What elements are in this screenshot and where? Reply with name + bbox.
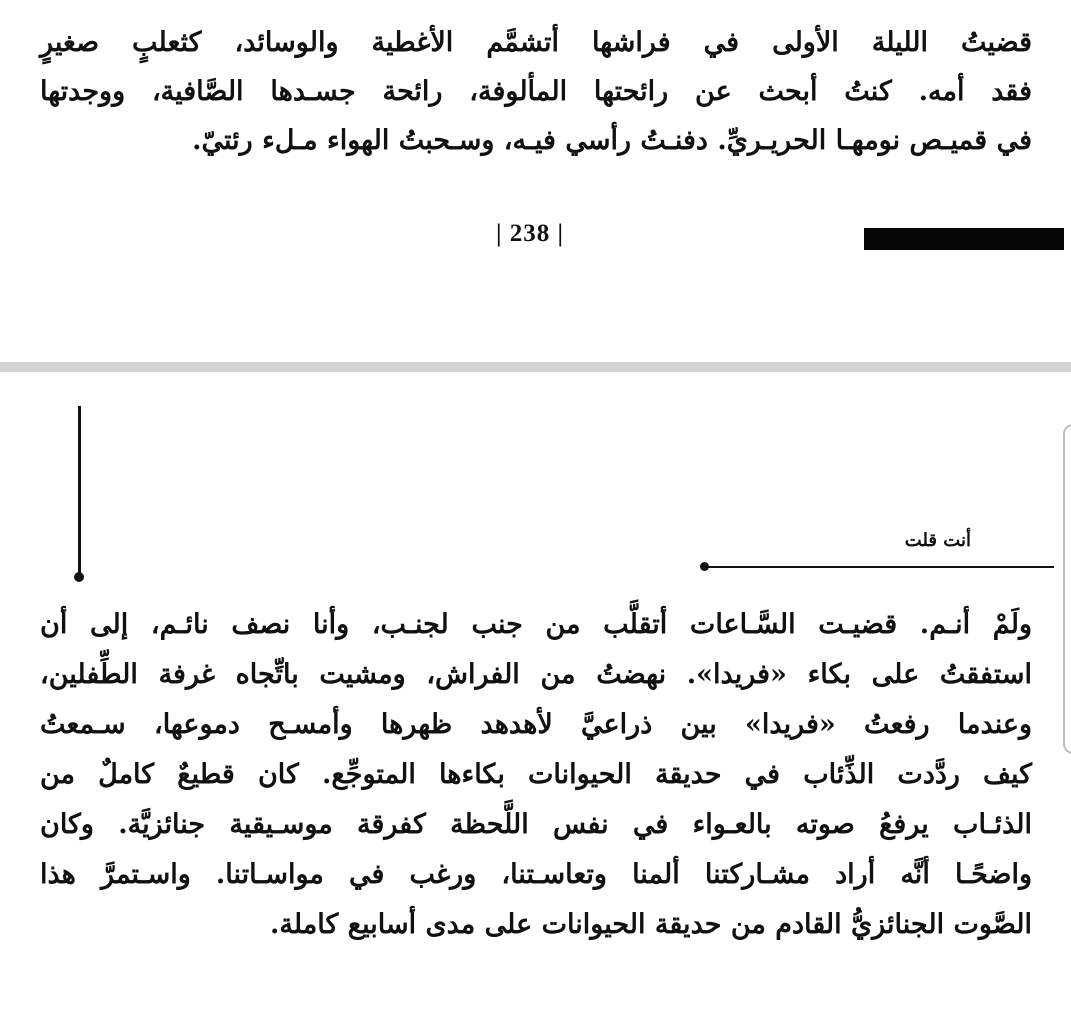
text-line: وعندما رفعتُ «فريدا» بين ذراعيَّ لأهدهد ظهرها وأمسـح دموعها، سـمعتُ xyxy=(40,709,1032,740)
bottom-page-paragraph xyxy=(40,600,1032,950)
page-edge-tab xyxy=(1063,424,1071,754)
text-line: قضيتُ الليلة الأولى في فراشها أتشمَّم الأغطية والوسائد، كثعلبٍ صغيرٍ xyxy=(40,27,1032,58)
text-line: في قميـص نومهـا الحريـريِّ. دفنـتُ رأسي فيـه، وسـحبتُ الهواء مـلء رئتيّ. xyxy=(192,125,1032,156)
vertical-rule xyxy=(78,406,81,576)
text-line: ولَمْ أنـم. قضيـت السَّـاعات أتقلَّب من جنب لجنـب، وأنا نصف نائـم، إلى أن xyxy=(40,609,1032,640)
page-number: | 238 | xyxy=(495,220,564,247)
text-line: فقد أمه. كنتُ أبحث عن رائحتها المألوفة، رائحة جسـدها الصَّافية، ووجدتها xyxy=(40,76,1032,107)
top-page-paragraph xyxy=(40,18,1032,165)
text-line: استفقتُ على بكاء «فريدا». نهضتُ من الفراش، ومشيت باتِّجاه غرفة الطِّفلين، xyxy=(40,659,1032,690)
page-separator xyxy=(0,362,1071,372)
running-title: أنت قلت xyxy=(904,530,971,551)
title-rule-dot xyxy=(700,562,709,571)
title-rule xyxy=(704,566,1054,568)
text-line: كيف ردَّدت الذِّئاب في حديقة الحيوانات بكاءها المتوجِّع. كان قطيعٌ كاملٌ من xyxy=(40,759,1032,790)
vertical-rule-dot xyxy=(74,572,84,582)
text-line: واضحًـا أنَّه أراد مشـاركتنا ألمنا وتعاسـتنا، ورغب في مواسـاتنا. واسـتمرَّ هذا xyxy=(40,859,1032,890)
bottom-page xyxy=(0,372,1071,1024)
black-edge-bar xyxy=(864,228,1064,250)
text-line: الذئـاب يرفعُ صوته بالعـواء في نفس اللَّحظة كفرقة موسـيقية جنائزيَّة. وكان xyxy=(40,809,1032,840)
top-page xyxy=(0,0,1071,362)
text-line: الصَّوت الجنائزيُّ القادم من حديقة الحيوانات على مدى أسابيع كاملة. xyxy=(269,909,1032,940)
